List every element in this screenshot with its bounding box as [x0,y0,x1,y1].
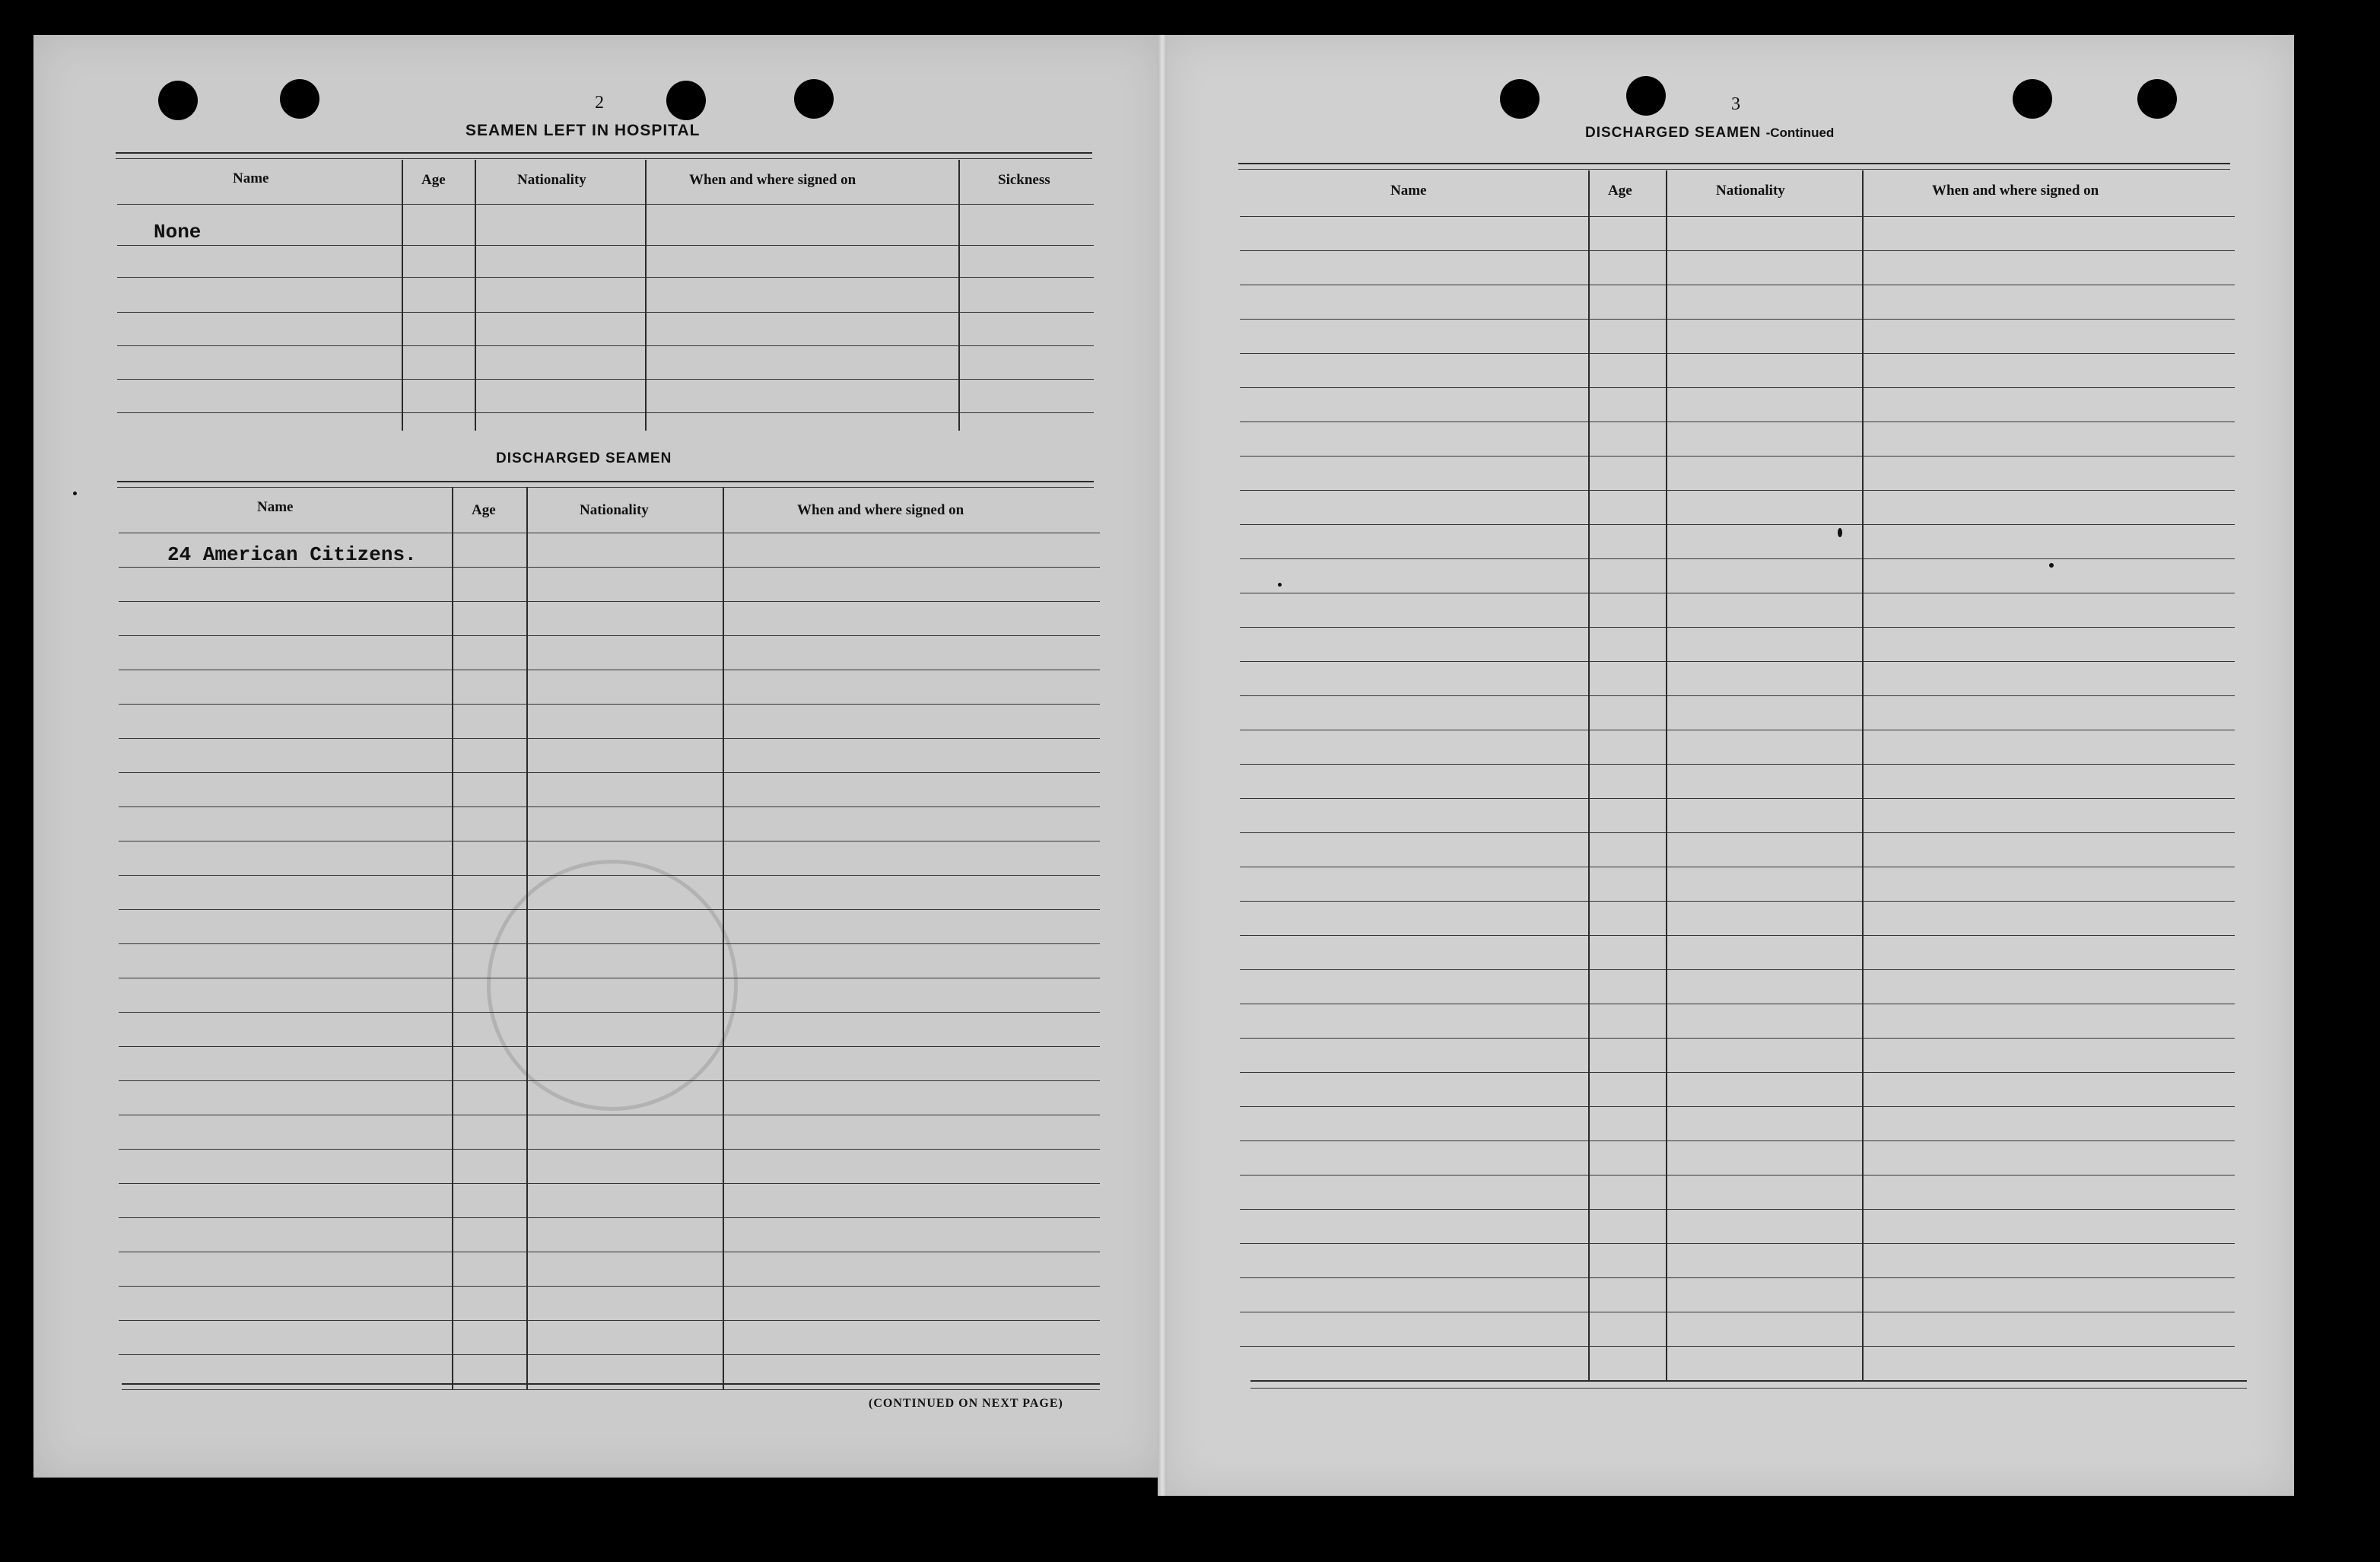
rule-line [119,1217,1100,1218]
rule-line [1240,250,2235,251]
rule-line [119,1080,1100,1081]
rule-line [1240,558,2235,559]
rule-line [119,1046,1100,1047]
rule-line [1240,798,2235,799]
punch-hole [1500,79,1540,119]
rule-line [119,601,1100,602]
rule-line [1240,387,2235,388]
section-title-suffix: -Continued [1765,126,1835,140]
right-page [1162,35,2294,1496]
column-divider [1588,170,1590,1380]
rule-line [119,567,1100,568]
rule-line [1240,969,2235,970]
page-fold [1158,35,1167,1496]
hospital-section-title: SEAMEN LEFT IN HOSPITAL [466,122,701,139]
column-header-age: Age [1608,183,1632,199]
rule-line [1240,935,2235,936]
rule-line [119,772,1100,773]
column-header-name: Name [257,499,294,515]
table-top-rule [1238,163,2230,164]
column-divider [958,160,960,431]
rule-line [1240,353,2235,354]
rule-line [117,204,1094,205]
rule-line [1240,1209,2235,1210]
table-top-rule [117,481,1094,482]
column-divider [475,160,476,431]
rule-line [1240,1072,2235,1073]
punch-hole [280,79,319,119]
section-title-text: DISCHARGED SEAMEN [1585,125,1762,141]
rule-line [1240,1106,2235,1107]
column-header-age: Age [421,172,446,188]
column-header-signed-on: When and where signed on [1932,183,2099,199]
rule-line [1240,456,2235,457]
punch-hole [1626,76,1666,116]
rule-line [117,379,1094,380]
rule-line [1240,319,2235,320]
table-bottom-rule [1250,1388,2247,1389]
faded-stamp [487,860,738,1111]
ink-speck [2049,563,2054,568]
column-divider [452,487,453,1389]
rule-line [119,875,1100,876]
hospital-entry: None [154,221,202,243]
rule-line [1240,695,2235,696]
rule-line [117,277,1094,278]
column-header-age: Age [472,502,496,518]
table-top-rule [117,487,1094,488]
punch-hole [158,81,198,120]
left-page [33,35,1162,1478]
rule-line [1240,661,2235,662]
rule-line [117,245,1094,246]
page-number: 3 [1731,94,1740,114]
column-divider [402,160,403,431]
column-divider [526,487,528,1389]
discharged-section-title: DISCHARGED SEAMEN [496,450,672,466]
continued-note: (CONTINUED ON NEXT PAGE) [869,1397,1063,1410]
column-divider [645,160,647,431]
rule-line [1240,832,2235,833]
rule-line [117,345,1094,346]
rule-line [1240,901,2235,902]
rule-line [119,1354,1100,1355]
ink-speck [1278,583,1282,587]
column-divider [1862,170,1864,1380]
table-bottom-rule [122,1383,1100,1385]
page-number: 2 [595,93,604,113]
rule-line [119,1320,1100,1321]
rule-line [1240,524,2235,525]
rule-line [1240,1140,2235,1141]
ink-speck [1838,528,1842,537]
rule-line [117,412,1094,413]
rule-line [119,704,1100,705]
rule-line [119,909,1100,910]
rule-line [119,738,1100,739]
rule-line [119,1012,1100,1013]
table-bottom-rule [122,1389,1100,1390]
column-header-signed-on: When and where signed on [689,172,856,188]
column-header-name: Name [233,170,269,186]
rule-line [119,943,1100,944]
rule-line [119,635,1100,636]
rule-line [1240,1346,2235,1347]
column-header-signed-on: When and where signed on [797,502,964,518]
rule-line [1240,1038,2235,1039]
column-divider [1666,170,1667,1380]
column-header-nationality: Nationality [1716,183,1785,199]
rule-line [1240,216,2235,217]
column-header-nationality: Nationality [517,172,586,188]
punch-hole [794,79,834,119]
table-top-rule [116,152,1092,154]
rule-line [117,312,1094,313]
table-bottom-rule [1250,1380,2247,1382]
column-divider [723,487,724,1389]
rule-line [119,1183,1100,1184]
discharged-continued-title [1585,125,1834,142]
table-top-rule [116,158,1092,159]
ink-speck [73,492,77,495]
rule-line [1240,1277,2235,1278]
rule-line [119,1149,1100,1150]
column-header-name: Name [1390,183,1427,199]
discharged-entry: 24 American Citizens. [167,543,417,566]
punch-hole [2013,79,2052,119]
column-header-nationality: Nationality [580,502,649,518]
table-top-rule [1238,169,2230,170]
rule-line [1240,1243,2235,1244]
column-header-sickness: Sickness [998,172,1050,188]
rule-line [1240,627,2235,628]
rule-line [119,1286,1100,1287]
rule-line [119,806,1100,807]
punch-hole [666,81,706,120]
rule-line [1240,764,2235,765]
rule-line [1240,490,2235,491]
punch-hole [2137,79,2177,119]
